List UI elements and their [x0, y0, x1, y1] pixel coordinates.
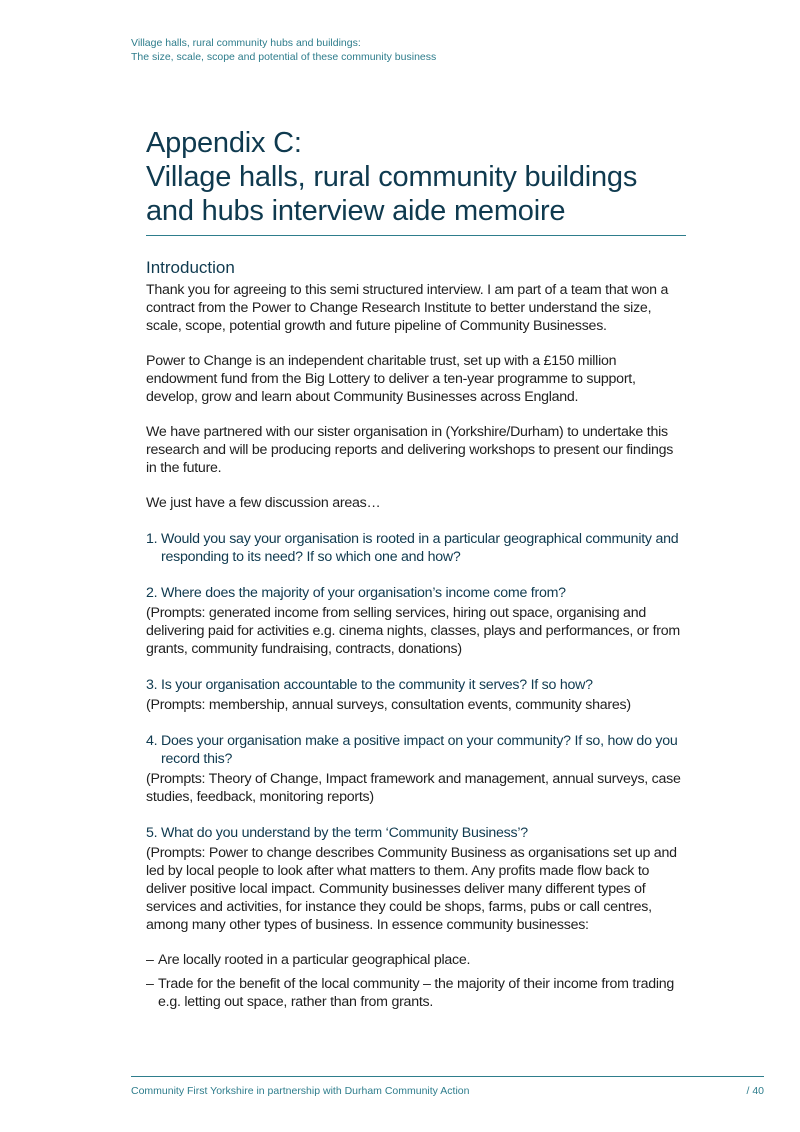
- list-item: [146, 975, 686, 1011]
- question-number: 1.: [146, 531, 158, 547]
- question-heading: [146, 824, 686, 842]
- title-line-2: Village halls, rural community buildings: [146, 161, 638, 193]
- intro-paragraph: We just have a few discussion areas…: [146, 495, 381, 511]
- question-number: 5.: [146, 825, 158, 841]
- question-text: Would you say your organisation is rooted in a particular geographical community and responding to its need? If so which one and how?: [161, 531, 679, 565]
- question-prompt: (Prompts: generated income from selling services, hiring out space, organising and delivering paid for activities e.g. cinema nights, classes, plays and performances, or from grants, community fundraising, contracts, donations): [146, 605, 680, 657]
- question-heading: [146, 732, 686, 768]
- intro-paragraph: We have partnered with our sister organisation in (Yorkshire/Durham) to undertake this research and will be producing reports and delivering workshops to present our findings in the future.: [146, 424, 674, 476]
- list-item-text: Trade for the benefit of the local community – the majority of their income from trading e.g. letting out space, rather than from grants.: [158, 976, 675, 1010]
- question-2: [146, 584, 686, 658]
- question-number: 3.: [146, 677, 158, 693]
- question-heading: [146, 530, 686, 566]
- question-text: What do you understand by the term ‘Community Business’?: [161, 825, 528, 841]
- list-dash: –: [146, 952, 154, 968]
- question-text: Is your organisation accountable to the community it serves? If so how?: [161, 677, 593, 693]
- intro-paragraph: Thank you for agreeing to this semi structured interview. I am part of a team that won a contract from the Power to Change Research Institute to better understand the size, scale, scope, potential growth and future pipeline of Community Businesses.: [146, 282, 669, 334]
- intro-paragraph: Power to Change is an independent charitable trust, set up with a £150 million endowment fund from the Big Lottery to deliver a ten-year programme to support, develop, grow and learn about Community Businesses across England.: [146, 353, 636, 405]
- question-number: 4.: [146, 733, 158, 749]
- running-header: [131, 36, 436, 64]
- question-prompt: (Prompts: Theory of Change, Impact framework and management, annual surveys, case studies, feedback, monitoring reports): [146, 771, 681, 805]
- introduction-heading: Introduction: [146, 258, 235, 277]
- question-3: [146, 676, 686, 714]
- question-4: [146, 732, 686, 806]
- title-line-3: and hubs interview aide memoire: [146, 195, 566, 227]
- list-item: [146, 951, 686, 969]
- question-heading: [146, 676, 686, 694]
- page-number: / 40: [746, 1085, 764, 1097]
- community-business-criteria-list: [146, 951, 686, 1011]
- page-title: [146, 126, 686, 228]
- footer-credit: Community First Yorkshire in partnership with Durham Community Action: [131, 1085, 470, 1097]
- title-divider: [146, 235, 686, 236]
- running-header-line-2: The size, scale, scope and potential of these community business: [131, 51, 437, 63]
- question-text: Does your organisation make a positive impact on your community? If so, how do you record this?: [161, 733, 678, 767]
- question-heading: [146, 584, 686, 602]
- question-number: 2.: [146, 585, 158, 601]
- list-item-text: Are locally rooted in a particular geographical place.: [158, 952, 471, 968]
- question-text: Where does the majority of your organisation’s income come from?: [161, 585, 566, 601]
- question-5: [146, 824, 686, 934]
- running-header-line-1: Village halls, rural community hubs and buildings:: [131, 37, 361, 49]
- title-line-1: Appendix C:: [146, 127, 302, 159]
- question-prompt: (Prompts: Power to change describes Community Business as organisations set up and led by local people to look after what matters to them. Any profits made flow back to deliver positive local impact. Community businesses deliver many different types of services and activities, for instance they could be shops, farms, pubs or call centres, among many other types of business. In essence community businesses:: [146, 845, 677, 933]
- footer-divider: [131, 1076, 764, 1077]
- list-dash: –: [146, 976, 154, 992]
- question-1: [146, 530, 686, 566]
- page-content: [146, 126, 686, 1017]
- question-prompt: (Prompts: membership, annual surveys, consultation events, community shares): [146, 697, 631, 713]
